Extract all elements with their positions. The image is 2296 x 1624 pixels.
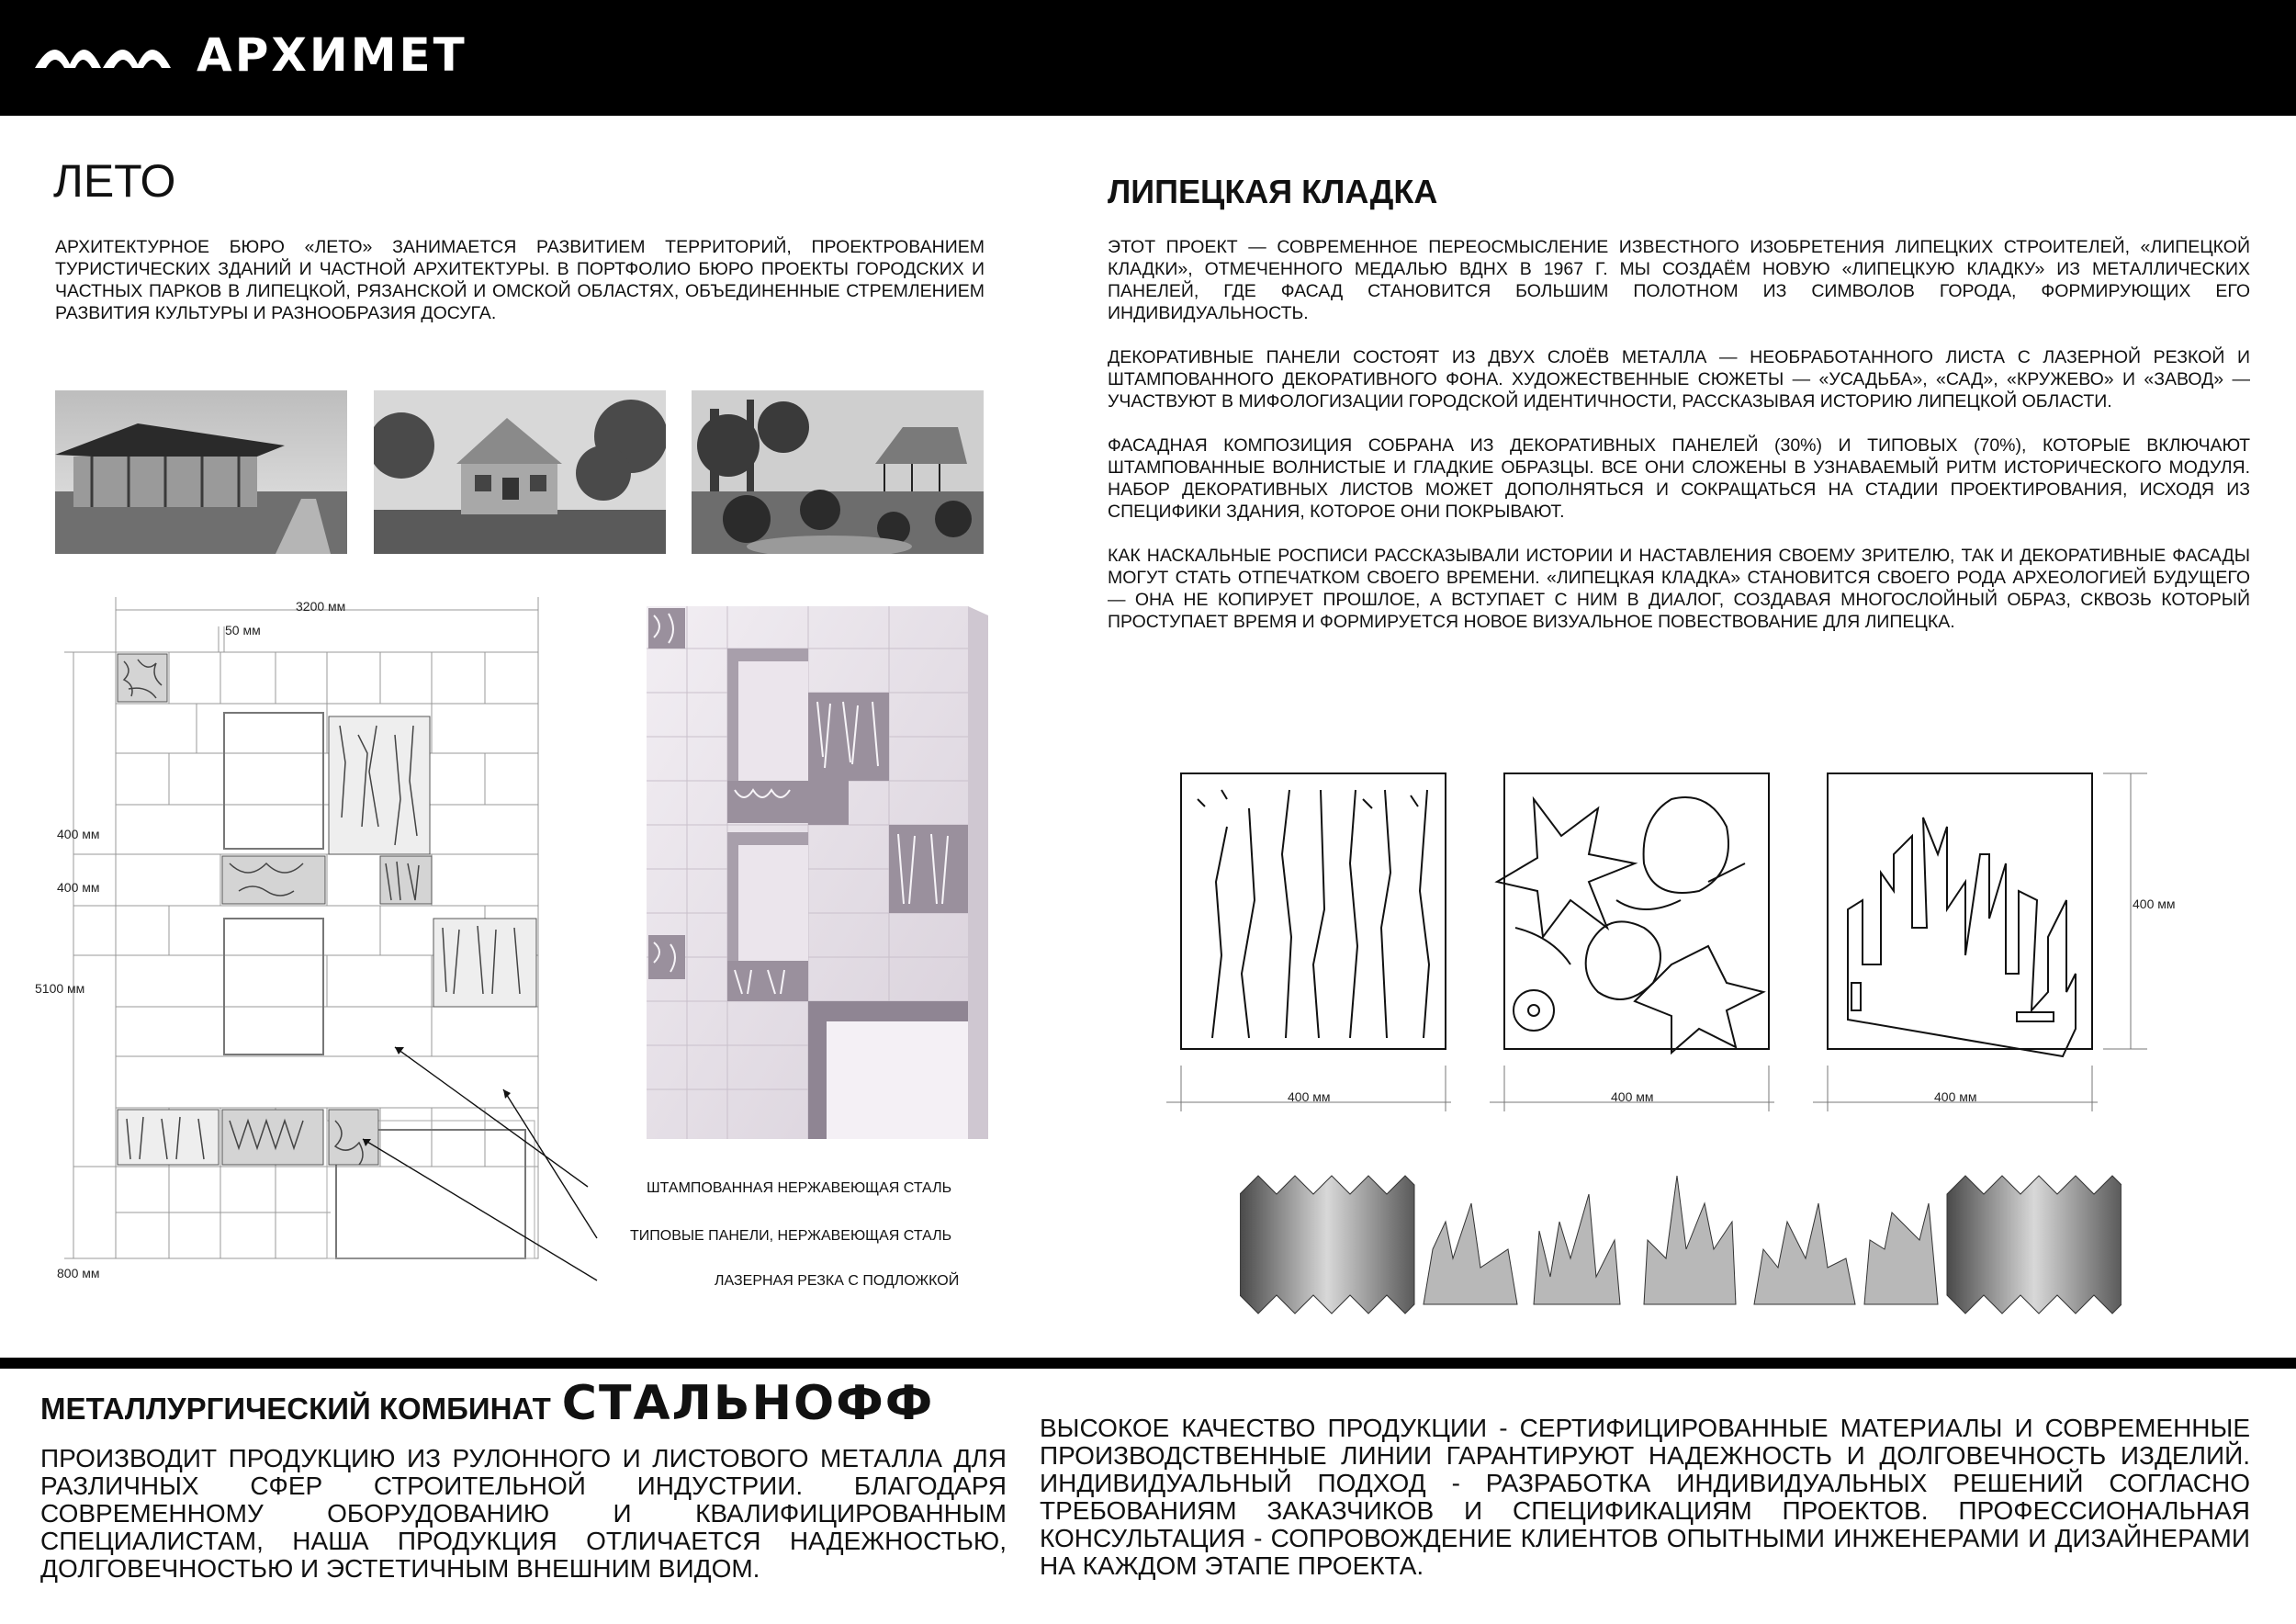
right-body: [1108, 236, 2250, 633]
right-paragraph-2: ДЕКОРАТИВНЫЕ ПАНЕЛИ СОСТОЯТ ИЗ ДВУХ СЛОЁВ МЕТАЛЛА — НЕОБРАБОТАННОГО ЛИСТА С ЛАЗЕРНОЙ РЕЗКОЙ И ШТАМПОВАННОГО ДЕКОРАТИВНОГО ФОНА. ХУДОЖЕСТВЕННЫЕ СЮЖЕТЫ — «УСАДЬБА», «САД», «КРУЖЕВО» И «ЗАВОД» — УЧАСТВУЮТ В МИФОЛОГИЗАЦИИ ГОРОДСКОЙ ИДЕНТИЧНОСТИ, РАССКАЗЫВАЯ ИСТОРИЮ ЛИПЕЦКОЙ ОБЛАСТИ.: [1108, 347, 2250, 412]
facade-3d-render: [647, 606, 988, 1139]
left-title: ЛЕТО: [53, 155, 176, 207]
legend-stamped-steel: ШТАМПОВАННАЯ НЕРЖАВЕЮЩАЯ СТАЛЬ: [647, 1180, 952, 1196]
legend-typical-panels: ТИПОВЫЕ ПАНЕЛИ, НЕРЖАВЕЮЩАЯ СТАЛЬ: [630, 1228, 952, 1244]
brand-logo[interactable]: [35, 28, 467, 83]
brand-name: АРХИМЕТ: [197, 28, 467, 82]
right-paragraph-1: ЭТОТ ПРОЕКТ — СОВРЕМЕННОЕ ПЕРЕОСМЫСЛЕНИЕ ИЗВЕСТНОГО ИЗОБРЕТЕНИЯ ЛИПЕЦКИХ СТРОИТЕЛЕЙ, «ЛИПЕЦКОЙ КЛАДКИ», ОТМЕЧЕННОГО МЕДАЛЬЮ ВДНХ В 1967 Г. МЫ СОЗДАЁМ НОВУЮ «ЛИПЕЦКУЮ КЛАДКУ» ИЗ МЕТАЛЛИЧЕСКИХ ПАНЕЛЕЙ, ГДЕ ФАСАД СТАНОВИТСЯ БОЛЬШИМ ПОЛОТНОМ ИЗ СИМВОЛОВ ГОРОДА, ФОРМИРУЮЩИХ ЕГО ИНДИВИДУАЛЬНОСТЬ.: [1108, 237, 2250, 323]
width-dimension: 3200 мм: [296, 599, 346, 614]
footer-right-text: ВЫСОКОЕ КАЧЕСТВО ПРОДУКЦИИ - СЕРТИФИЦИРОВАННЫЕ МАТЕРИАЛЫ И СОВРЕМЕННЫЕ ПРОИЗВОДСТВЕННЫЕ ЛИНИИ ГАРАНТИРУЮТ НАДЕЖНОСТЬ И ДОЛГОВЕЧНОСТЬ ИЗДЕЛИЙ. ИНДИВИДУАЛЬНЫЙ ПОДХОД - РАЗРАБОТКА ИНДИВИДУАЛЬНЫХ РЕШЕНИЙ СОГЛАСНО ТРЕБОВАНИЯМ ЗАКАЗЧИКОВ И СПЕЦИФИКАЦИЯМ ПРОЕКТОВ. ПРОФЕССИОНАЛЬНАЯ КОНСУЛЬТАЦИЯ - СОПРОВОЖДЕНИЕ КЛИЕНТОВ ОПЫТНЫМИ ИНЖЕНЕРАМИ И ДИЗАЙНЕРАМИ НА КАЖДОМ ЭТАПЕ ПРОЕКТА.: [1040, 1414, 2250, 1580]
row-dimension-2: 400 мм: [57, 880, 100, 895]
legend-laser-cut: ЛАЗЕРНАЯ РЕЗКА С ПОДЛОЖКОЙ: [715, 1273, 960, 1289]
left-intro: АРХИТЕКТУРНОЕ БЮРО «ЛЕТО» ЗАНИМАЕТСЯ РАЗВИТИЕМ ТЕРРИТОРИЙ, ПРОЕКТРОВАНИЕМ ТУРИСТИЧЕСКИХ ЗДАНИЙ И ЧАСТНОЙ АРХИТЕКТУРЫ. В ПОРТФОЛИО БЮРО ПРОЕКТЫ ГОРОДСКИХ И ЧАСТНЫХ ПАРКОВ В ЛИПЕЦКОЙ, РЯЗАНСКОЙ И ОМСКОЙ ОБЛАСТЯХ, ОБЪЕДИНЕННЫЕ СТРЕМЛЕНИЕМ РАЗВИТИЯ КУЛЬТУРЫ И РАЗНООБРАЗИЯ ДОСУГА.: [55, 237, 985, 323]
right-paragraph-4: КАК НАСКАЛЬНЫЕ РОСПИСИ РАССКАЗЫВАЛИ ИСТОРИИ И НАСТАВЛЕНИЯ СВОЕМУ ЗРИТЕЛЮ, ТАК И ДЕКОРАТИВНЫЕ ФАСАДЫ МОГУТ СТАТЬ ОТПЕЧАТКОМ СВОЕГО ВРЕМЕНИ. «ЛИПЕЦКАЯ КЛАДКА» СТАНОВИТСЯ СВОЕГО РОДА АРХЕОЛОГИЕЙ БУДУЩЕГО — ОНА НЕ КОПИРУЕТ ПРОШЛОЕ, А ВСТУПАЕТ С НИМ В ДИАЛОГ, СОЗДАВАЯ МНОГОСЛОЙНЫЙ ОБРАЗ, СКВОЗЬ КОТОРЫЙ ПРОСТУПАЕТ ВРЕМЯ И ФОРМИРУЕТСЯ НОВОЕ ВИЗУАЛЬНОЕ ПОВЕСТВОВАНИЕ ДЛЯ ЛИПЕЦКА.: [1108, 546, 2250, 632]
archimet-logo-icon: [35, 28, 173, 83]
panel-factory: [1848, 818, 2076, 1056]
house-photo: [374, 390, 666, 554]
height-dimension: 5100 мм: [35, 981, 85, 996]
facade-elevation-drawing: [0, 588, 643, 1304]
company-prefix: МЕТАЛЛУРГИЧЕСКИЙ КОМБИНАТ: [40, 1392, 551, 1426]
park-photo: [692, 390, 984, 554]
row-dimension-1: 400 мм: [57, 827, 100, 841]
panel-2-dimension: 400 мм: [1611, 1089, 1654, 1104]
facade-grid-svg: [0, 588, 643, 1304]
panel-1-dimension: 400 мм: [1288, 1089, 1331, 1104]
panel-flowers: [1497, 797, 1763, 1053]
footer-left-text: ПРОИЗВОДИТ ПРОДУКЦИЮ ИЗ РУЛОННОГО И ЛИСТОВОГО МЕТАЛЛА ДЛЯ РАЗЛИЧНЫХ СФЕР СТРОИТЕЛЬНОЙ ИНДУСТРИИ. БЛАГОДАРЯ СОВРЕМЕННОМУ ОБОРУДОВАНИЮ И КВАЛИФИЦИРОВАННЫМ СПЕЦИАЛИСТАМ, НАША ПРОДУКЦИЯ ОТЛИЧАЕТСЯ НАДЕЖНОСТЬЮ, ДОЛГОВЕЧНОСТЬЮ И ЭСТЕТИЧНЫМ ВНЕШНИМ ВИДОМ.: [40, 1444, 1007, 1583]
panel-3-dimension: 400 мм: [1934, 1089, 1977, 1104]
gap-dimension: 50 мм: [225, 623, 261, 637]
pavilion-photo: [55, 390, 347, 554]
right-title: ЛИПЕЦКАЯ КЛАДКА: [1108, 173, 1438, 210]
bottom-dimension: 800 мм: [57, 1266, 100, 1280]
footer-divider: [0, 1358, 2296, 1369]
panels-height-dimension: 400 мм: [2133, 897, 2176, 911]
right-paragraph-3: ФАСАДНАЯ КОМПОЗИЦИЯ СОБРАНА ИЗ ДЕКОРАТИВНЫХ ПАНЕЛЕЙ (30%) И ТИПОВЫХ (70%), КОТОРЫЕ ВКЛЮЧАЮТ ШТАМПОВАННЫЕ ВОЛНИСТЫЕ И ГЛАДКИЕ ОБРАЗЦЫ. ВСЕ ОНИ СЛОЖЕНЫ В УЗНАВАЕМЫЙ РИТМ ИСТОРИЧЕСКОГО МОДУЛЯ. НАБОР ДЕКОРАТИВНЫХ ЛИСТОВ МОЖЕТ ДОПОЛНЯТЬСЯ И СОКРАЩАТЬСЯ НА СТАДИИ ПРОЕКТИРОВАНИЯ, ИСХОДЯ ИЗ СПЕЦИФИКИ ЗДАНИЯ, КОТОРОЕ ОНИ ПОКРЫВАЮТ.: [1108, 435, 2250, 522]
company-name: СТАЛЬНОФФ: [561, 1376, 935, 1431]
footer-company-heading: [40, 1376, 934, 1431]
decorative-panels: [1157, 762, 2296, 1121]
decorative-panels-svg: [1157, 762, 2296, 1121]
panel-grass: [1198, 790, 1429, 1038]
metal-panels-render: [1240, 1167, 2122, 1323]
